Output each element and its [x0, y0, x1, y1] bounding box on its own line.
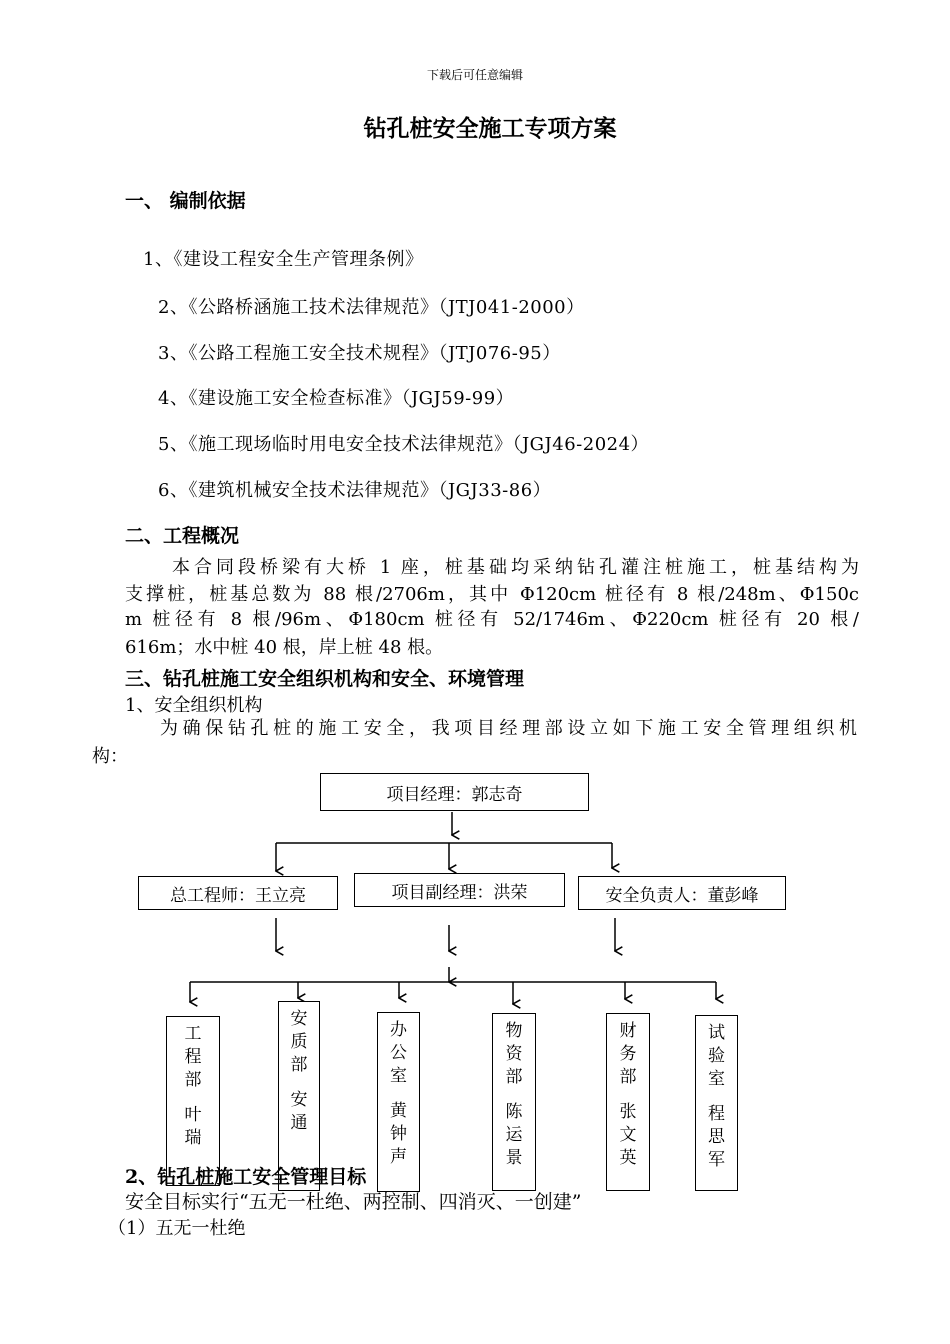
reference-item: 4、《建设施工安全检查标准》（JGJ59-99）: [158, 388, 515, 409]
dept-box: [377, 1012, 420, 1192]
dept-name: 安质部: [290, 1009, 308, 1075]
section1-heading: 一、 编制依据: [125, 190, 246, 212]
dept-box: [166, 1016, 220, 1186]
safety-goal: 安全目标实行“五无一杜绝、两控制、四消灭、一创建”: [125, 1191, 582, 1213]
reference-item: 1、《建设工程安全生产管理条例》: [143, 249, 424, 270]
overview-line: 本合同段桥梁有大桥 1 座，桩基础均采纳钻孔灌注桩施工，桩基结构为: [172, 557, 859, 578]
dept-name: 试验室: [708, 1023, 725, 1089]
dept-person: 陈运景: [505, 1102, 523, 1168]
intro-line: 构：: [92, 746, 128, 767]
section3-heading: 三、钻孔桩施工安全组织机构和安全、环境管理: [125, 668, 525, 690]
document-title: 钻孔桩安全施工专项方案: [363, 115, 617, 142]
reference-item: 5、《施工现场临时用电安全技术法律规范》（JGJ46-2024）: [158, 434, 650, 455]
dept-person: 程思军: [708, 1104, 725, 1170]
dept-name: 财务部: [619, 1021, 637, 1087]
dept-person: 张文英: [619, 1102, 637, 1168]
overview-line: 支撑桩，桩基总数为 88 根/2706m，其中 Φ120cm 桩径有 8 根/248m、Φ150c: [125, 584, 859, 605]
overview-line: m 桩径有 8 根/96m、Φ180cm 桩径有 52/1746m、Φ220cm 桩径有 20 根/: [125, 609, 859, 630]
goal-item: （1）五无一杜绝: [108, 1218, 246, 1239]
section2-heading: 二、工程概况: [125, 525, 240, 547]
dept-box: [695, 1015, 738, 1191]
intro-line: 为确保钻孔桩的施工安全，我项目经理部设立如下施工安全管理组织机: [160, 718, 857, 739]
org-box-safety-lead: 安全负责人：董彭峰: [578, 876, 786, 910]
header-note: 下载后可任意编辑: [426, 68, 523, 82]
dept-person: 安通: [290, 1090, 308, 1133]
dept-name: 工程部: [184, 1024, 202, 1090]
dept-box: [492, 1013, 536, 1191]
dept-box: [606, 1013, 650, 1191]
org-box-project-manager: 项目经理：郭志奇: [320, 773, 589, 811]
reference-item: 6、《建筑机械安全技术法律规范》（JGJ33-86）: [158, 480, 552, 501]
reference-item: 3、《公路工程施工安全技术规程》（JTJ076-95）: [158, 343, 561, 364]
subsection-heading: 1、安全组织机构: [125, 695, 263, 716]
reference-item: 2、《公路桥涵施工技术法律规范》（JTJ041-2000）: [158, 297, 585, 318]
dept-name: 办公室: [390, 1020, 407, 1086]
dept-person: 黄钟声: [390, 1101, 407, 1167]
org-box-chief-engineer: 总工程师：王立亮: [138, 876, 338, 910]
org-box-deputy-manager: 项目副经理：洪荣: [354, 873, 565, 907]
dept-name: 物资部: [505, 1021, 523, 1087]
subsection2-heading: 2、钻孔桩施工安全管理目标: [125, 1166, 367, 1188]
dept-person: 叶瑞: [184, 1105, 202, 1148]
overview-line: 616m；水中桩 40 根，岸上桩 48 根。: [125, 637, 444, 658]
